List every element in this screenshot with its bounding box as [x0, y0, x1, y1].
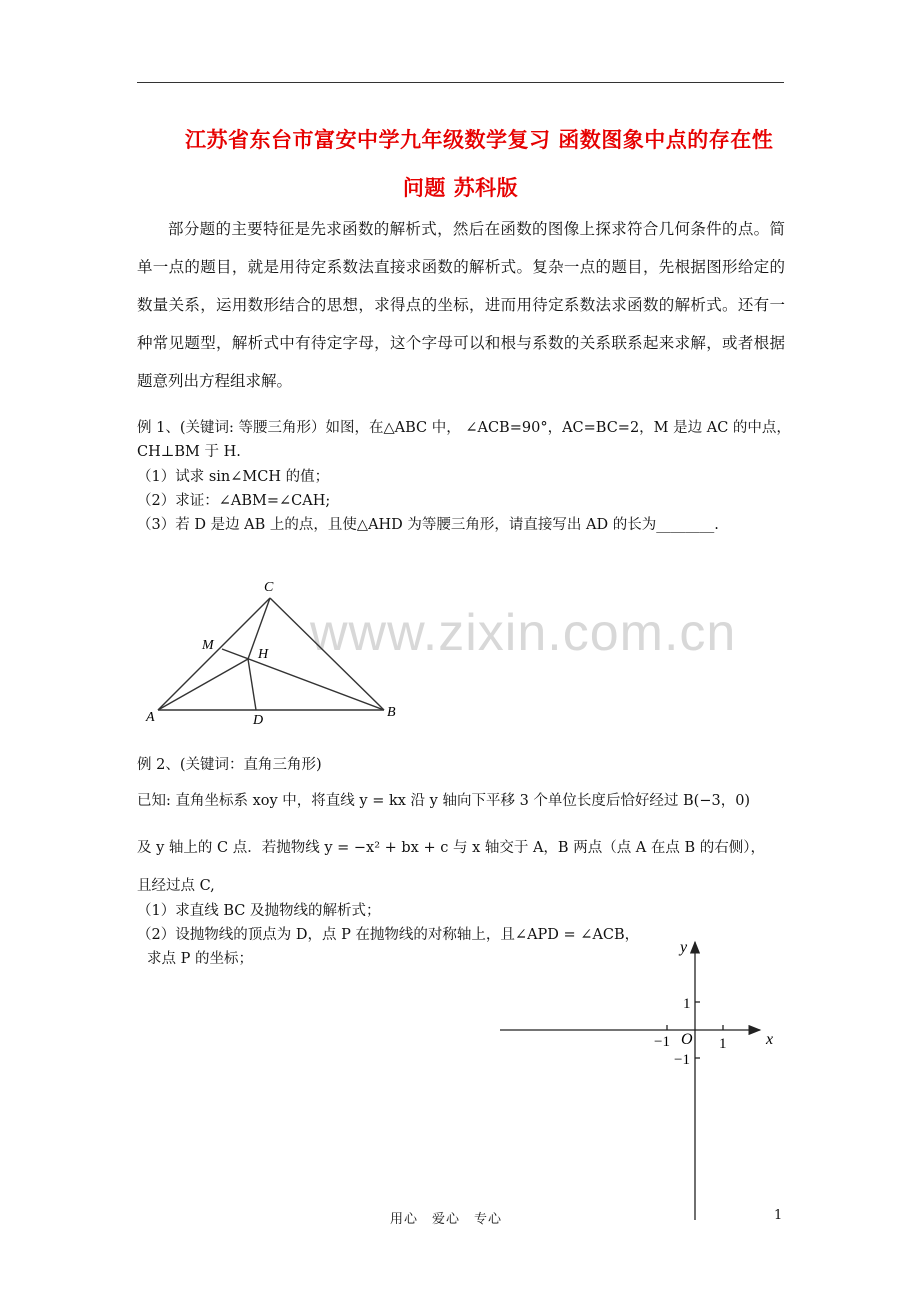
example2-q2: （2）设抛物线的顶点为 D，点 P 在抛物线的对称轴上，且∠APD = ∠ACB，	[137, 927, 640, 943]
example2-line2: 及 y 轴上的 C 点．若抛物线 y = −x² + bx + c 与 x 轴交于 A，B 两点（点 A 在点 B 的右侧），	[137, 840, 766, 856]
page-number: 1	[774, 1208, 783, 1223]
example1-q3: （3）若 D 是边 AB 上的点，且使△AHD 为等腰三角形，请直接写出 AD 的长为________.	[137, 517, 719, 533]
label-a: A	[146, 710, 155, 725]
label-m: M	[202, 638, 214, 653]
example2-q1: （1）求直线 BC 及抛物线的解析式；	[137, 903, 381, 919]
triangle-figure	[140, 570, 420, 730]
segment-hd	[248, 659, 256, 710]
coordinate-axes	[490, 930, 790, 1225]
example1-q2: （2）求证：∠ABM=∠CAH;	[137, 493, 331, 509]
watermark: www.zixin.com.cn	[310, 604, 737, 662]
label-h: H	[258, 647, 269, 662]
segment-ah	[158, 659, 248, 710]
footer-motto: 用心 爱心 专心	[390, 1212, 503, 1227]
y-axis-label: y	[680, 939, 688, 956]
header-rule	[137, 82, 784, 83]
segment-cb	[270, 598, 384, 710]
example2-line1: 已知: 直角坐标系 xoy 中，将直线 y = kx 沿 y 轴向下平移 3 个单位长度后恰好经过 B(−3，0)	[137, 793, 751, 809]
intro-paragraph: 部分题的主要特征是先求函数的解析式，然后在函数的图像上探求符合几何条件的点。简单一点的题目，就是用待定系数法直接求函数的解析式。复杂一点的题目，先根据图形给定的数量关系，运用数形结合的思想，求得点的坐标，进而用待定系数法求函数的解析式。还有一种常见题型，解析式中有待定字母，这个字母可以和根与系数的关系联系起来求解，或者根据题意列出方程组求解。	[137, 220, 785, 390]
segment-bm	[222, 649, 384, 710]
label-c: C	[264, 580, 274, 595]
example2-q2b: 求点 P 的坐标；	[147, 951, 253, 967]
example2-heading: 例 2、(关键词：直角三角形)	[137, 757, 322, 773]
example1-q1: （1）试求 sin∠MCH 的值；	[137, 469, 330, 485]
example2-line3: 且经过点 C,	[137, 878, 215, 894]
origin-label: O	[681, 1031, 693, 1048]
doc-title-line1: 江苏省东台市富安中学九年级数学复习 函数图象中点的存在性	[185, 128, 774, 152]
example1-line2: CH⊥BM 于 H.	[137, 444, 241, 460]
example1-line1: 例 1、(关键词: 等腰三角形）如图，在△ABC 中， ∠ACB=90°，AC=BC=2，M 是边 AC 的中点，	[137, 420, 791, 436]
tick-label-x-neg: −1	[654, 1034, 670, 1050]
doc-title-line2: 问题 苏科版	[402, 176, 519, 200]
tick-label-x-pos: 1	[719, 1036, 727, 1052]
x-axis-label: x	[766, 1031, 774, 1048]
label-d: D	[253, 713, 264, 728]
tick-label-y-pos: 1	[683, 996, 691, 1012]
label-b: B	[387, 705, 396, 720]
tick-label-y-neg: −1	[674, 1052, 690, 1068]
